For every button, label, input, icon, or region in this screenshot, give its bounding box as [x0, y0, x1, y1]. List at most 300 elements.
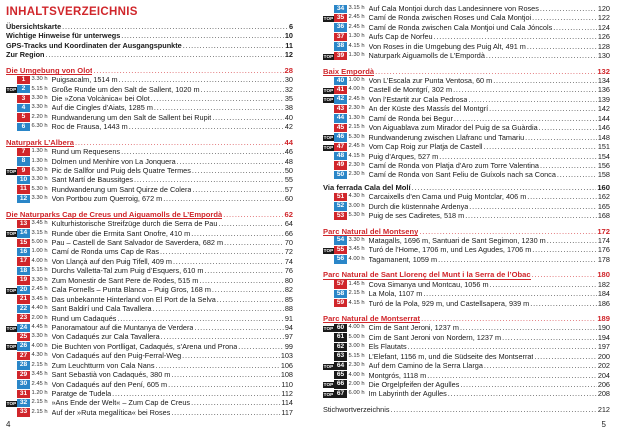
tour-title: Roc de Frausa, 1443 m [51, 122, 128, 132]
dot-leader [531, 13, 597, 22]
tour-number-badge: 2 [17, 85, 30, 93]
top-badge-icon [6, 324, 17, 332]
tour-number-badge: 21 [17, 295, 30, 303]
tour-number-badge: 3 [17, 95, 30, 103]
tour-duration: 1.30 h [348, 33, 365, 40]
dot-leader [92, 66, 283, 75]
tour-page: 117 [281, 407, 293, 417]
tour-page: 176 [597, 245, 610, 255]
tour-entry[interactable] [6, 323, 293, 332]
top-badge-icon [323, 143, 334, 151]
tour-number-badge: 33 [17, 408, 30, 416]
tour-duration: 3.30 h [31, 95, 48, 102]
tour-number-badge: 63 [334, 352, 347, 360]
tour-title: Panoramatour auf die Muntanya de Verdera [51, 322, 194, 332]
tour-number-badge: 19 [17, 276, 30, 284]
section-page: 180 [597, 270, 610, 280]
tour-page: 80 [284, 275, 293, 285]
tour-entry[interactable] [323, 95, 610, 104]
dot-leader [552, 23, 597, 32]
tour-title: Große Runde um den Salt de Sallent, 1020 m [51, 84, 200, 94]
tour-page: 174 [597, 235, 610, 245]
top-badge-icon [6, 343, 17, 351]
tour-duration: 5.15 h [31, 267, 48, 274]
tour-page: 204 [597, 370, 610, 380]
tour-duration: 1.30 h [348, 114, 365, 121]
tour-page: 148 [597, 132, 610, 142]
dot-leader [61, 22, 288, 31]
tour-title: Von Llançà auf den Puig Tifell, 409 m [51, 256, 172, 266]
tour-title: Runde über die Ermita Sant Onofre, 410 m [51, 228, 191, 238]
tour-number-badge: 47 [334, 143, 347, 151]
tour-page: 182 [597, 279, 610, 289]
tour-duration: 3.45 h [31, 371, 48, 378]
entry-label: Zur Region [6, 50, 45, 60]
tour-number-badge: 36 [334, 23, 347, 31]
tour-entry[interactable] [6, 351, 293, 360]
tour-number-badge: 45 [334, 124, 347, 132]
tour-entry[interactable] [6, 276, 293, 285]
tour-duration: 3.30 h [31, 195, 48, 202]
dot-leader [193, 323, 283, 332]
tour-entry[interactable] [323, 4, 610, 13]
tour-number-badge: 54 [334, 236, 347, 244]
tour-number-badge: 65 [334, 371, 347, 379]
dot-leader [162, 194, 284, 203]
tour-number-badge: 40 [334, 77, 347, 85]
tour-entry[interactable] [6, 285, 293, 294]
dot-leader [489, 280, 597, 289]
tour-duration: 4.30 h [348, 193, 365, 200]
tour-title: Zum Monestir de Sant Pere de Rodes, 515 m [51, 275, 199, 285]
tour-title: Durch die küstennahe Ardenya [368, 201, 469, 211]
dot-leader [198, 276, 284, 285]
tour-page: 42 [284, 122, 293, 132]
dot-leader [411, 183, 597, 192]
tour-page: 88 [284, 304, 293, 314]
tour-entry[interactable] [6, 85, 293, 94]
tour-number-badge: 9 [17, 167, 30, 175]
tour-duration: 2.45 h [348, 23, 365, 30]
tour-entry[interactable] [6, 113, 293, 122]
tour-entry[interactable] [323, 361, 610, 370]
section-heading [323, 64, 610, 76]
dot-leader [153, 103, 284, 112]
tour-entry[interactable] [6, 157, 293, 166]
tour-entry[interactable] [6, 342, 293, 351]
tour-title: Sant Sebastià von Cadaqués, 380 m [51, 370, 171, 380]
tour-duration: 2.15 h [31, 399, 48, 406]
tour-number-badge: 20 [17, 286, 30, 294]
tour-page: 76 [284, 266, 293, 276]
tour-entry[interactable] [6, 122, 293, 131]
dot-leader [133, 175, 284, 184]
section-page: 172 [597, 226, 610, 236]
tour-entry[interactable] [323, 202, 610, 211]
dot-leader [191, 166, 284, 175]
tour-entry[interactable] [323, 211, 610, 220]
tour-page: 190 [597, 323, 610, 333]
dot-leader [120, 147, 284, 156]
tour-duration: 3.15 h [31, 229, 48, 236]
tour-page: 64 [284, 219, 293, 229]
tour-entry[interactable] [323, 133, 610, 142]
toc-entry [6, 41, 293, 50]
tour-entry[interactable] [323, 85, 610, 94]
tour-page: 186 [597, 298, 610, 308]
tour-duration: 2.45 h [348, 95, 365, 102]
entry-label: Übersichtskarte [6, 22, 62, 31]
section-title: Parc Natural del Montseny [323, 226, 419, 236]
tour-page: 74 [284, 256, 293, 266]
tour-title: Rundwanderung um Sant Quirze de Colera [51, 184, 192, 194]
tour-page: 202 [597, 361, 610, 371]
entry-label: GPS-Tracks und Koordinaten der Ausgangspunkte [6, 40, 182, 50]
top-badge-icon [323, 86, 334, 94]
tour-entry[interactable] [6, 185, 293, 194]
tour-title: Paratge de Tudela [51, 389, 112, 399]
tour-duration: 3.00 h [348, 343, 365, 350]
tour-title: Von Roses in die Umgebung des Puig Alt, 491 m [368, 41, 526, 51]
tour-entry[interactable] [323, 42, 610, 51]
page-number-left: 4 [6, 420, 11, 429]
tour-entry[interactable] [6, 238, 293, 247]
tour-entry[interactable] [323, 192, 610, 201]
tour-entry[interactable] [6, 361, 293, 370]
dot-leader [118, 75, 284, 84]
top-badge-icon [323, 14, 334, 22]
tour-entry[interactable] [323, 76, 610, 85]
tour-page: 124 [597, 22, 610, 32]
tour-title: Pau – Castell de Sant Salvador de Saverdera, 682 m [51, 238, 224, 248]
tour-page: 66 [284, 228, 293, 238]
tour-entry[interactable] [323, 289, 610, 298]
tour-entry[interactable] [6, 219, 293, 228]
tour-duration: 2.15 h [31, 361, 48, 368]
tour-number-badge: 22 [17, 305, 30, 313]
tour-title: Vom Cap Roig zur Platja de Castell [368, 142, 483, 152]
tour-page: 128 [597, 41, 610, 51]
tour-page: 136 [597, 85, 610, 95]
toc-entry [6, 31, 293, 40]
tour-page: 46 [284, 147, 293, 157]
tour-duration: 3.45 h [31, 220, 48, 227]
tour-duration: 5.15 h [31, 85, 48, 92]
section-page: 132 [597, 66, 610, 76]
tour-duration: 1.30 h [31, 157, 48, 164]
tour-number-badge: 32 [17, 399, 30, 407]
dot-leader [452, 85, 597, 94]
tour-duration: 3.30 h [31, 76, 48, 83]
tour-duration: 4.00 h [31, 257, 48, 264]
dot-leader [531, 245, 597, 254]
dot-leader [190, 398, 280, 407]
tour-duration: 5.30 h [348, 212, 365, 219]
tour-entry[interactable] [6, 389, 293, 398]
tour-title: Von Cadaqués zur Cala Tavallera [51, 332, 160, 342]
tour-entry[interactable] [6, 332, 293, 341]
tour-entry[interactable] [6, 380, 293, 389]
tour-title: Durchs Valletta-Tal zum Puig d’Esquers, 610 m [51, 266, 204, 276]
tour-entry[interactable] [323, 104, 610, 113]
toc-entry [6, 50, 293, 59]
tour-number-badge: 50 [334, 171, 347, 179]
tour-title: Sant Baldirí und Cala Tavallera [51, 304, 152, 314]
tour-page: 60 [284, 194, 293, 204]
tour-number-badge: 60 [334, 324, 347, 332]
tour-page: 156 [597, 160, 610, 170]
dot-leader [116, 314, 283, 323]
tour-entry[interactable] [6, 314, 293, 323]
tour-page: 151 [597, 142, 610, 152]
tour-entry[interactable] [323, 152, 610, 161]
tour-number-badge: 61 [334, 333, 347, 341]
tour-entry[interactable] [323, 161, 610, 170]
toc-entry [323, 405, 610, 414]
tour-number-badge: 41 [334, 86, 347, 94]
tour-number-badge: 14 [17, 229, 30, 237]
tour-title: Camí de Ronda von Platja d’Aro zum Torre Valentina [368, 160, 539, 170]
dot-leader [453, 114, 597, 123]
tour-entry[interactable] [6, 229, 293, 238]
tour-entry[interactable] [323, 389, 610, 398]
tour-entry[interactable] [6, 370, 293, 379]
dot-leader [488, 104, 597, 113]
tour-duration: 4.15 h [348, 42, 365, 49]
section-title: Via ferrada Cala del Molí [323, 182, 411, 192]
tour-page: 165 [597, 201, 610, 211]
tour-title: Castell de Montgrí, 302 m [368, 85, 453, 95]
tour-page: 206 [597, 379, 610, 389]
dot-leader [422, 289, 597, 298]
tour-title: Els Flautats [368, 342, 407, 352]
section-page: 160 [597, 182, 610, 192]
tour-number-badge: 28 [17, 361, 30, 369]
dot-leader [200, 85, 284, 94]
tour-entry[interactable] [323, 51, 610, 60]
tour-duration: 2.00 h [348, 380, 365, 387]
tour-number-badge: 17 [17, 257, 30, 265]
tour-entry[interactable] [6, 295, 293, 304]
tour-title: Von Aiguablava zum Mirador del Puig de sa Guàrdia [368, 123, 538, 133]
tour-entry[interactable] [323, 142, 610, 151]
tour-page: 99 [284, 341, 293, 351]
top-badge-icon [323, 381, 334, 389]
tour-entry[interactable] [6, 398, 293, 407]
tour-duration: 3.45 h [31, 295, 48, 302]
tour-number-badge: 26 [17, 342, 30, 350]
tour-duration: 5.00 h [31, 239, 48, 246]
tour-entry[interactable] [323, 13, 610, 22]
tour-entry[interactable] [323, 352, 610, 361]
top-badge-icon [323, 52, 334, 60]
tour-entry[interactable] [6, 257, 293, 266]
dot-leader [459, 323, 597, 332]
tour-entry[interactable] [323, 380, 610, 389]
tour-number-badge: 59 [334, 299, 347, 307]
tour-duration: 5.30 h [31, 185, 48, 192]
dot-leader [556, 170, 597, 179]
tour-title: Tagamanent, 1059 m [368, 254, 438, 264]
tour-title: Rund um Cadaqués [51, 313, 117, 323]
tour-entry[interactable] [323, 280, 610, 289]
dot-leader [374, 67, 596, 76]
top-badge-icon [323, 362, 334, 370]
tour-page: 94 [284, 322, 293, 332]
tour-title: Matagalls, 1696 m, Santuari de Sant Segimon, 1230 m [368, 235, 546, 245]
tour-title: An der Küste des Massís del Montgrí [368, 104, 489, 114]
tour-entry[interactable] [323, 32, 610, 41]
tour-entry[interactable] [323, 255, 610, 264]
dot-leader [160, 332, 284, 341]
left-column [6, 4, 293, 417]
dot-leader [211, 285, 284, 294]
tour-duration: 3.30 h [348, 236, 365, 243]
tour-title: Rund um Requesens [51, 147, 121, 157]
tour-page: 208 [597, 389, 610, 399]
section-page: 44 [284, 137, 293, 147]
tour-entry[interactable] [323, 123, 610, 132]
entry-page: 10 [284, 31, 293, 41]
tour-number-badge: 18 [17, 267, 30, 275]
dot-leader [426, 371, 597, 380]
tour-duration: 2.15 h [348, 290, 365, 297]
tour-page: 122 [597, 13, 610, 23]
tour-title: Puig de ses Cadiretes, 518 m [368, 211, 465, 221]
tour-entry[interactable] [323, 371, 610, 380]
tour-duration: 2.15 h [348, 124, 365, 131]
tour-page: 97 [284, 332, 293, 342]
dot-leader [492, 76, 597, 85]
tour-number-badge: 67 [334, 390, 347, 398]
tour-title: Pic de Sallfor und Puig dels Quatre Termes [51, 166, 191, 176]
tour-duration: 2.45 h [348, 143, 365, 150]
tour-page: 82 [284, 285, 293, 295]
tour-number-badge: 42 [334, 95, 347, 103]
tour-duration: 4.15 h [348, 152, 365, 159]
tour-entry[interactable] [6, 408, 293, 417]
tour-number-badge: 8 [17, 157, 30, 165]
tour-duration: 2.30 h [348, 362, 365, 369]
tour-number-badge: 29 [17, 371, 30, 379]
tour-entry[interactable] [6, 266, 293, 275]
tour-title: Zum Leuchtturm von Cala Nans [51, 360, 155, 370]
tour-entry[interactable] [6, 166, 293, 175]
tour-title: Camí de Ronda zwischen Cala Montjoi und Cala Jóncols [368, 22, 553, 32]
section-heading [323, 267, 610, 279]
tour-title: Auf der »Ruta megalítica« bei Roses [51, 407, 171, 417]
tour-page: 55 [284, 175, 293, 185]
dot-leader [420, 314, 596, 323]
tour-number-badge: 57 [334, 280, 347, 288]
tour-title: Sant Martí de Baussitges [51, 175, 134, 185]
tour-entry[interactable] [6, 94, 293, 103]
tour-page: 112 [281, 389, 293, 399]
tour-page: 178 [597, 254, 610, 264]
entry-page: 212 [597, 404, 610, 414]
tour-duration: 2.20 h [31, 113, 48, 120]
dot-leader [524, 133, 597, 142]
dot-leader [483, 361, 597, 370]
tour-number-badge: 38 [334, 42, 347, 50]
dot-leader [216, 295, 284, 304]
tour-title: Camí de Ronda bei Begur [368, 113, 453, 123]
tour-duration: 4.40 h [31, 305, 48, 312]
tour-entry[interactable] [6, 304, 293, 313]
dot-leader [45, 50, 284, 59]
tour-entry[interactable] [323, 299, 610, 308]
tour-duration: 3.30 h [31, 104, 48, 111]
tour-entry[interactable] [6, 103, 293, 112]
tour-title: Puig d’Arques, 527 m [368, 151, 439, 161]
dot-leader [539, 161, 597, 170]
tour-entry[interactable] [323, 23, 610, 32]
top-badge-icon [323, 96, 334, 104]
dot-leader [182, 41, 285, 50]
tour-entry[interactable] [323, 245, 610, 254]
tour-entry[interactable] [6, 194, 293, 203]
page-number-right: 5 [601, 420, 606, 429]
tour-title: Camí de Ronda zwischen Roses und Cala Montjoi [368, 13, 532, 23]
tour-entry[interactable] [323, 114, 610, 123]
entry-page: 12 [284, 50, 293, 60]
tour-entry[interactable] [6, 247, 293, 256]
tour-entry[interactable] [323, 333, 610, 342]
tour-entry[interactable] [323, 323, 610, 332]
tour-page: 200 [597, 351, 610, 361]
tour-duration: 2.30 h [348, 161, 365, 168]
tour-duration: 1.00 h [348, 77, 365, 84]
tour-duration: 2.30 h [348, 105, 365, 112]
tour-title: Rundwanderung um den Salt de Sallent bei Rupit [51, 112, 212, 122]
tour-entry[interactable] [323, 236, 610, 245]
tour-title: Von Portbou zum Querroig, 672 m [51, 194, 163, 204]
top-badge-icon [6, 167, 17, 175]
tour-entry[interactable] [6, 147, 293, 156]
tour-number-badge: 4 [17, 104, 30, 112]
tour-number-badge: 43 [334, 105, 347, 113]
tour-title: L’Elefant, 1156 m, und die Südseite des Montserrat [368, 351, 534, 361]
tour-title: Cova Simanya und Montcau, 1056 m [368, 279, 489, 289]
tour-title: La Mola, 1107 m [368, 289, 423, 299]
top-badge-icon [323, 324, 334, 332]
tour-number-badge: 30 [17, 380, 30, 388]
tour-number-badge: 27 [17, 352, 30, 360]
dot-leader [418, 227, 596, 236]
tour-entry[interactable] [323, 170, 610, 179]
dot-leader [447, 389, 597, 398]
tour-duration: 2.15 h [31, 408, 48, 415]
tour-entry[interactable] [323, 342, 610, 351]
tour-duration: 4.00 h [348, 324, 365, 331]
tour-duration: 1.20 h [31, 390, 48, 397]
tour-page: 139 [597, 94, 610, 104]
tour-title: Auf Cala Montjoi durch das Landesinnere von Roses [368, 4, 539, 13]
tour-page: 108 [280, 370, 293, 380]
section-heading [6, 63, 293, 75]
tour-entry[interactable] [6, 75, 293, 84]
tour-title: Die Orgelpfeifen der Agulles [368, 379, 460, 389]
tour-page: 130 [597, 51, 610, 61]
tour-duration: 4.45 h [31, 323, 48, 330]
top-badge-icon [6, 286, 17, 294]
dot-leader [223, 238, 284, 247]
tour-duration: 4.30 h [31, 352, 48, 359]
tour-entry[interactable] [6, 175, 293, 184]
section-title: Die Naturparks Cap de Creus und Aiguamolls de L’Empordà [6, 209, 223, 219]
tour-page: 32 [284, 84, 293, 94]
tour-duration: 3.15 h [348, 5, 365, 11]
